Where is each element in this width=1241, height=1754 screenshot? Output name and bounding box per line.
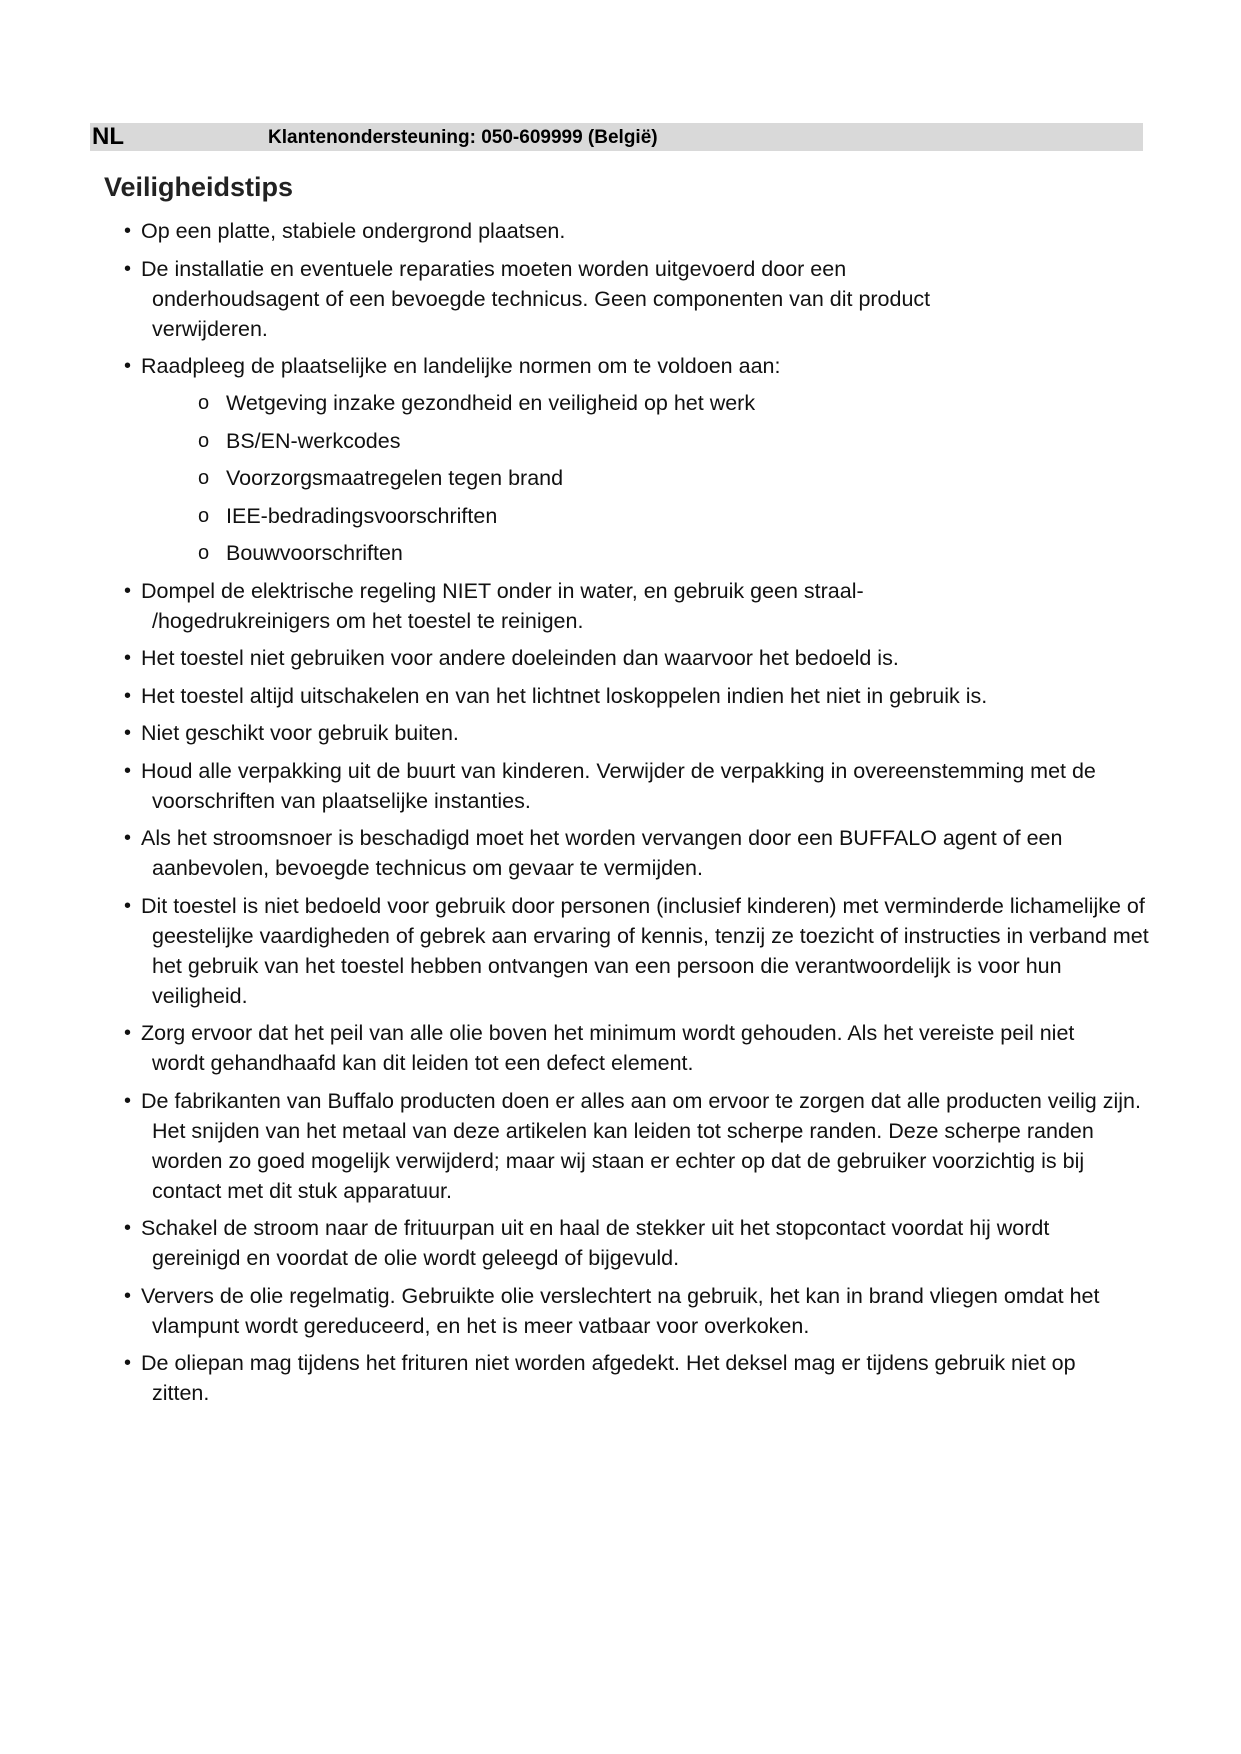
tip-text: Dompel de elektrische regeling NIET onder in water, en gebruik geen straal- /hogedrukreinigers om het toestel te reinigen. bbox=[141, 578, 864, 633]
tip-text: Dit toestel is niet bedoeld voor gebruik door personen (inclusief kinderen) met verminderde lichamelijke of geestelijke vaardigheden of gebrek aan ervaring of kennis, tenzij ze toezicht of instructies in verband met het gebruik van het toestel hebben ontvangen van een persoon die verantwoordelijk is voor hun veiligheid. bbox=[141, 893, 1149, 1008]
bullet-icon: • bbox=[124, 355, 132, 377]
circle-bullet-icon: o bbox=[198, 429, 210, 452]
bullet-icon: • bbox=[124, 1089, 132, 1112]
circle-bullet-icon: o bbox=[198, 392, 210, 414]
bullet-icon: • bbox=[124, 1022, 132, 1044]
bullet-icon: • bbox=[124, 220, 132, 242]
header-bar bbox=[90, 123, 1143, 151]
list-item bbox=[0, 718, 1241, 748]
safety-tips-list bbox=[0, 216, 1241, 1416]
bullet-icon: • bbox=[124, 1217, 132, 1239]
circle-bullet-icon: o bbox=[198, 467, 210, 489]
norm-text: Voorzorgsmaatregelen tegen brand bbox=[226, 466, 564, 490]
circle-bullet-icon: o bbox=[198, 542, 210, 564]
list-item bbox=[0, 643, 1241, 673]
tip-text: Het toestel niet gebruiken voor andere doeleinden dan waarvoor het bedoeld is. bbox=[141, 646, 899, 670]
list-item bbox=[0, 254, 1241, 344]
section-title: Veiligheidstips bbox=[104, 172, 294, 202]
bullet-icon: • bbox=[124, 257, 132, 280]
sublist-item bbox=[0, 501, 1141, 531]
list-item bbox=[0, 1281, 1241, 1341]
circle-bullet-icon: o bbox=[198, 504, 210, 527]
bullet-icon: • bbox=[124, 579, 132, 602]
norm-text: IEE-bedradingsvoorschriften bbox=[226, 503, 498, 528]
tip-text: Houd alle verpakking uit de buurt van kinderen. Verwijder de verpakking in overeenstemming met de voorschriften van plaatselijke instanties. bbox=[141, 758, 1096, 813]
list-item bbox=[0, 216, 1241, 246]
language-code: NL bbox=[92, 123, 124, 150]
norm-text: Wetgeving inzake gezondheid en veiligheid op het werk bbox=[226, 391, 756, 415]
tip-text: Zorg ervoor dat het peil van alle olie boven het minimum wordt gehouden. Als het vereiste peil niet wordt gehandhaafd kan dit leiden tot een defect element. bbox=[141, 1021, 1075, 1075]
list-item bbox=[0, 351, 1241, 568]
sublist-item bbox=[0, 538, 1141, 568]
list-item bbox=[0, 891, 1241, 1011]
bullet-icon: • bbox=[124, 722, 132, 744]
tip-text: De fabrikanten van Buffalo producten doen er alles aan om ervoor te zorgen dat alle producten veilig zijn. Het snijden van het metaal van deze artikelen kan leiden tot scherpe randen. Deze scherpe randen worden zo goed mogelijk verwijderd; maar wij staan er echter op dat de gebruiker voorzichtig is bij contact met dit stuk apparatuur. bbox=[141, 1088, 1141, 1203]
bullet-icon: • bbox=[124, 1352, 132, 1374]
bullet-icon: • bbox=[124, 894, 132, 917]
bullet-icon: • bbox=[124, 684, 132, 707]
list-item bbox=[0, 1086, 1241, 1206]
list-item bbox=[0, 756, 1241, 816]
tip-text: De oliepan mag tijdens het frituren niet worden afgedekt. Het deksel mag er tijdens gebruik niet op zitten. bbox=[141, 1351, 1076, 1405]
customer-support-line: Klantenondersteuning: 050-609999 (België) bbox=[268, 127, 658, 148]
list-item bbox=[0, 823, 1241, 883]
list-item bbox=[0, 1213, 1241, 1273]
norm-text: Bouwvoorschriften bbox=[226, 541, 403, 565]
tip-text: Raadpleeg de plaatselijke en landelijke normen om te voldoen aan: bbox=[141, 354, 781, 378]
bullet-icon: • bbox=[124, 1284, 132, 1307]
sublist-item bbox=[0, 463, 1141, 493]
list-item bbox=[0, 576, 1241, 636]
tip-text: Op een platte, stabiele ondergrond plaatsen. bbox=[141, 219, 566, 243]
norm-text: BS/EN-werkcodes bbox=[226, 428, 401, 453]
tip-text: Ververs de olie regelmatig. Gebruikte olie verslechtert na gebruik, het kan in brand vliegen omdat het vlampunt wordt gereduceerd, en het is meer vatbaar voor overkoken. bbox=[141, 1283, 1100, 1338]
bullet-icon: • bbox=[124, 827, 132, 849]
list-item bbox=[0, 681, 1241, 711]
tip-text: Als het stroomsnoer is beschadigd moet het worden vervangen door een BUFFALO agent of een aanbevolen, bevoegde technicus om gevaar te vermijden. bbox=[141, 826, 1063, 880]
norms-sublist bbox=[152, 388, 1141, 568]
tip-text: Niet geschikt voor gebruik buiten. bbox=[141, 721, 459, 745]
tip-text: Het toestel altijd uitschakelen en van het lichtnet loskoppelen indien het niet in gebruik is. bbox=[141, 683, 988, 708]
tip-text: De installatie en eventuele reparaties moeten worden uitgevoerd door een onderhoudsagent of een bevoegde technicus. Geen componenten van dit product verwijderen. bbox=[141, 256, 931, 341]
sublist-item bbox=[0, 426, 1141, 456]
sublist-item bbox=[0, 388, 1141, 418]
list-item bbox=[0, 1348, 1241, 1408]
bullet-icon: • bbox=[124, 759, 132, 782]
bullet-icon: • bbox=[124, 647, 132, 669]
list-item bbox=[0, 1018, 1241, 1078]
tip-text: Schakel de stroom naar de frituurpan uit en haal de stekker uit het stopcontact voordat hij wordt gereinigd en voordat de olie wordt geleegd of bijgevuld. bbox=[141, 1216, 1050, 1270]
